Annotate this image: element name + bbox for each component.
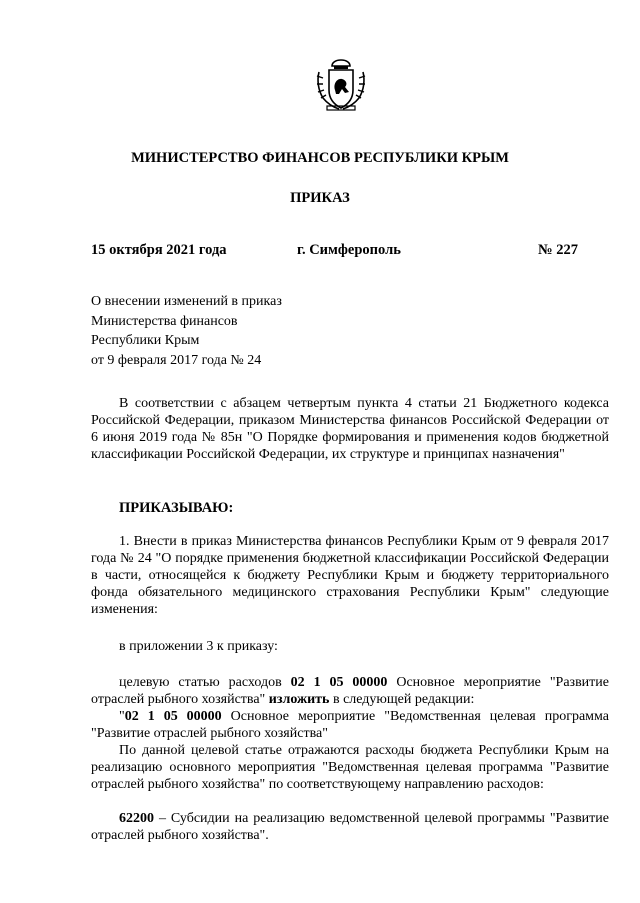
target-article-paragraph <box>91 674 609 708</box>
subject-line: О внесении изменений в приказ <box>91 294 282 309</box>
quote-open: " <box>119 709 125 724</box>
preamble-paragraph: В соответствии с абзацем четвертым пункта 4 статьи 21 Бюджетного кодекса Российской Федерации, приказом Министерства финансов Российской Федерации от 6 июня 2019 года № 85н "О Порядке формирования и применения кодов бюджетной классификации Российской Федерации, их структуре и принципах назначения" <box>91 396 609 462</box>
direction-code: 62200 <box>119 811 154 826</box>
direction-text: – Субсидии на реализацию ведомственной целевой программы "Развитие отраслей рыбного хозяйства". <box>91 811 609 843</box>
new-text: Основное мероприятие "Ведомственная целевая программа "Развитие отраслей рыбного хозяйства" <box>91 709 609 741</box>
order-number: № 227 <box>538 242 578 258</box>
document-type: ПРИКАЗ <box>290 190 350 206</box>
new-wording-paragraph <box>91 708 609 742</box>
crimea-coat-of-arms-icon <box>305 56 377 112</box>
target-middle: Основное мероприятие "Развитие отраслей рыбного хозяйства" <box>91 675 610 707</box>
subject-line: Республики Крым <box>91 333 200 348</box>
target-code: 02 1 05 00000 <box>290 675 388 690</box>
expenses-paragraph: По данной целевой статье отражаются расходы бюджета Республики Крым на реализацию основного мероприятия "Ведомственная целевая программа "Развитие отраслей рыбного хозяйства" по соответствующему направлению расходов: <box>91 743 609 792</box>
target-action: изложить <box>268 692 330 707</box>
direction-paragraph <box>91 810 609 844</box>
target-prefix: целевую статью расходов <box>119 675 291 690</box>
ministry-name: МИНИСТЕРСТВО ФИНАНСОВ РЕСПУБЛИКИ КРЫМ <box>131 150 509 166</box>
appendix-paragraph: в приложении 3 к приказу: <box>119 639 278 654</box>
order-city: г. Симферополь <box>297 242 401 258</box>
subject-line: Министерства финансов <box>91 313 238 329</box>
new-code: 02 1 05 00000 <box>124 709 222 724</box>
orders-heading: ПРИКАЗЫВАЮ: <box>119 500 234 516</box>
subject-line: от 9 февраля 2017 года № 24 <box>91 352 262 368</box>
order-date: 15 октября 2021 года <box>91 242 227 258</box>
item-1-paragraph: 1. Внести в приказ Министерства финансов Республики Крым от 9 февраля 2017 года № 24 "О порядке применения бюджетной классификации Российской Федерации в части, относящейся к бюджету Республики Крым и бюджету территориального фонда обязательного медицинского страхования Республики Крым" следующие изменения: <box>91 534 609 617</box>
order-subject <box>91 292 391 370</box>
target-suffix: в следующей редакции: <box>329 692 475 707</box>
